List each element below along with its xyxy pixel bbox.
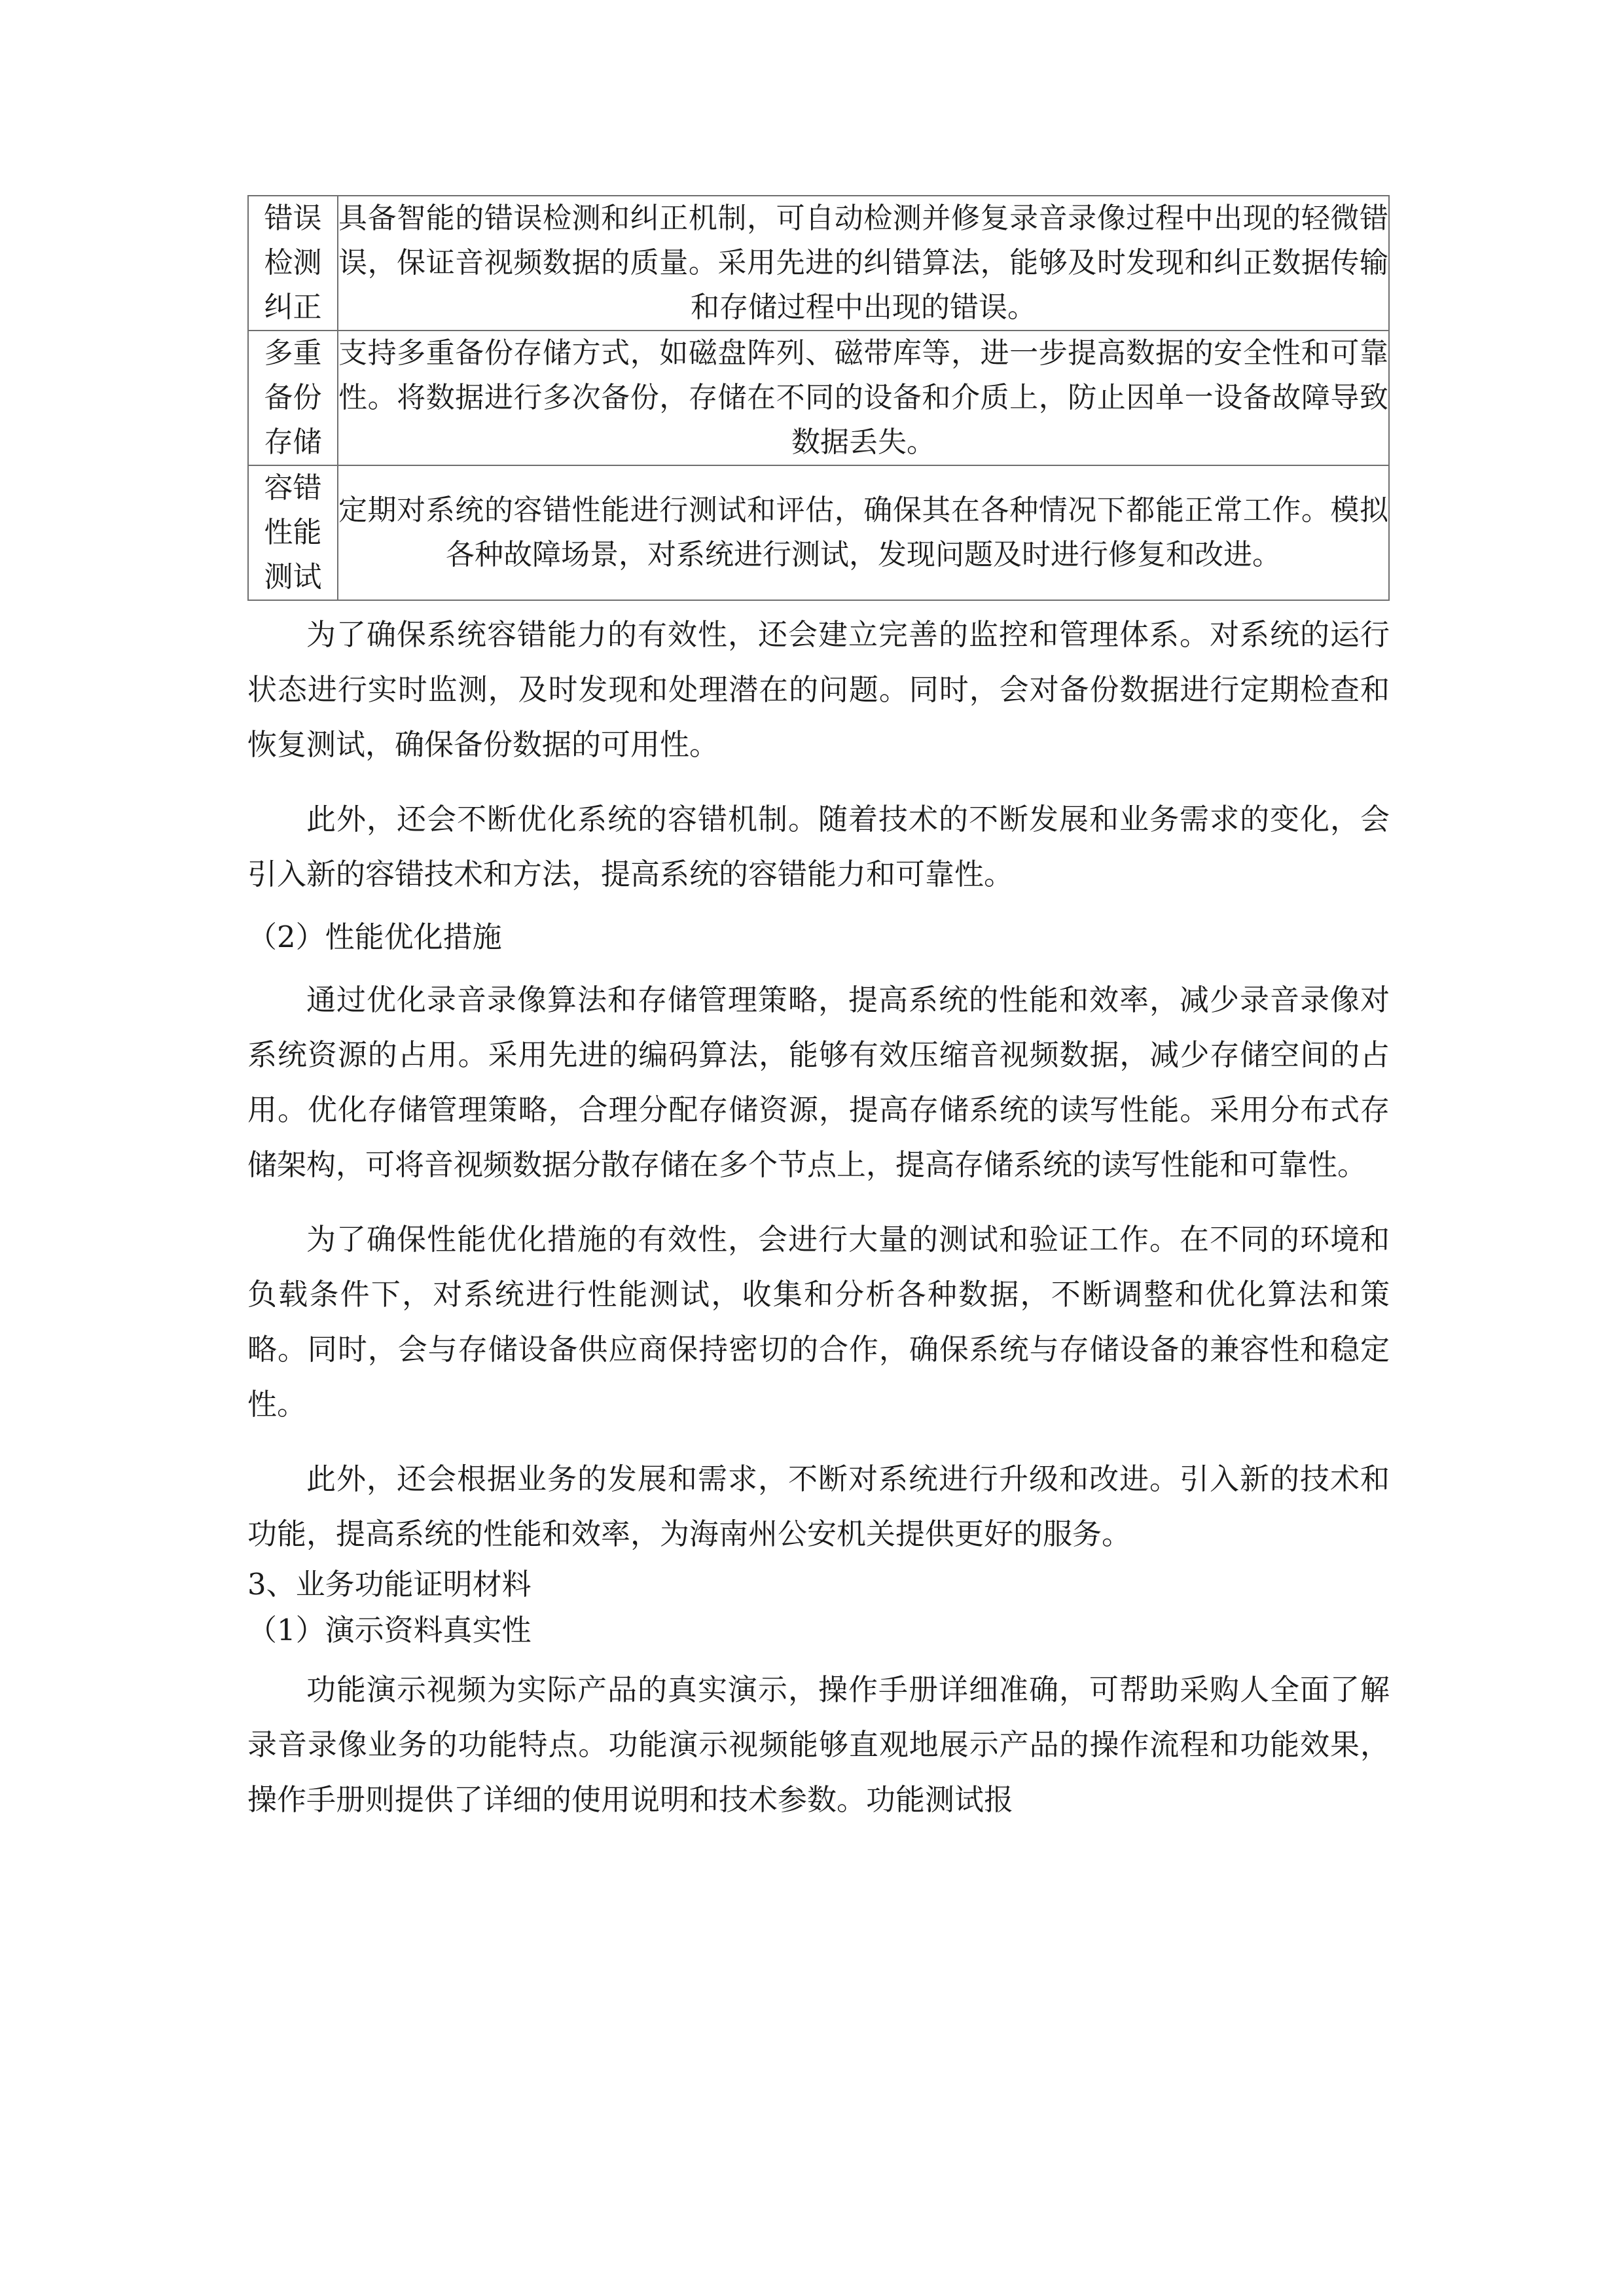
paragraph-performance-methods: 通过优化录音录像算法和存储管理策略，提高系统的性能和效率，减少录音录像对系统资源的占用。采用先进的编码算法，能够有效压缩音视频数据，减少存储空间的占用。优化存储管理策略，合理分配存储资源，提高存储系统的读写性能。采用分布式存储架构，可将音视频数据分散存储在多个节点上，提高存储系统的读写性能和可靠性。 [247,982,1390,1182]
row-description-cell: 定期对系统的容错性能进行测试和评估，确保其在各种情况下都能正常工作。模拟各种故障场景，对系统进行测试，发现问题及时进行修复和改进。 [338,465,1389,600]
label-line: 测试 [264,560,322,594]
paragraph-monitoring: 为了确保系统容错能力的有效性，还会建立完善的监控和管理体系。对系统的运行状态进行实时监测，及时发现和处理潜在的问题。同时，会对备份数据进行定期检查和恢复测试，确保备份数据的可用性。 [247,617,1390,762]
paragraph-performance-testing: 为了确保性能优化措施的有效性，会进行大量的测试和验证工作。在不同的环境和负载条件下，对系统进行性能测试，收集和分析各种数据，不断调整和优化算法和策略。同时，会与存储设备供应商保持密切的合作，确保系统与存储设备的兼容性和稳定性。 [247,1222,1390,1422]
table-row [248,465,1389,600]
fault-tolerance-table [247,195,1390,601]
label-line: 多重 [264,336,322,370]
label-line: 性能 [264,516,322,549]
heading-performance-measures: （2）性能优化措施 [247,920,502,954]
label-line: 存储 [264,425,322,459]
paragraph-optimization: 此外，还会不断优化系统的容错机制。随着技术的不断发展和业务需求的变化，会引入新的容错技术和方法，提高系统的容错能力和可靠性。 [247,802,1390,891]
label-line: 检测 [264,246,322,279]
label-line: 错误 [264,202,322,235]
paragraph-demo-materials: 功能演示视频为实际产品的真实演示，操作手册详细准确，可帮助采购人全面了解录音录像业务的功能特点。功能演示视频能够直观地展示产品的操作流程和功能效果，操作手册则提供了详细的使用说明和技术参数。功能测试报 [247,1672,1390,1817]
row-description-cell: 支持多重备份存储方式，如磁盘阵列、磁带库等，进一步提高数据的安全性和可靠性。将数据进行多次备份，存储在不同的设备和介质上，防止因单一设备故障导致数据丢失。 [338,331,1389,465]
document-page [247,195,1390,1827]
row-description-cell: 具备智能的错误检测和纠正机制，可自动检测并修复录音录像过程中出现的轻微错误，保证音视频数据的质量。采用先进的纠错算法，能够及时发现和纠正数据传输和存储过程中出现的错误。 [338,196,1389,331]
label-line: 容错 [264,471,322,505]
table-row [248,196,1389,331]
row-label-cell [248,196,338,331]
heading-demo-authenticity: （1）演示资料真实性 [247,1613,532,1647]
heading-section-3: 3、业务功能证明材料 [247,1567,532,1602]
row-label-cell [248,331,338,465]
row-label-cell [248,465,338,600]
table-row [248,331,1389,465]
label-line: 纠正 [264,291,322,324]
paragraph-upgrades: 此外，还会根据业务的发展和需求，不断对系统进行升级和改进。引入新的技术和功能，提高系统的性能和效率，为海南州公安机关提供更好的服务。 [247,1462,1390,1551]
label-line: 备份 [264,381,322,414]
